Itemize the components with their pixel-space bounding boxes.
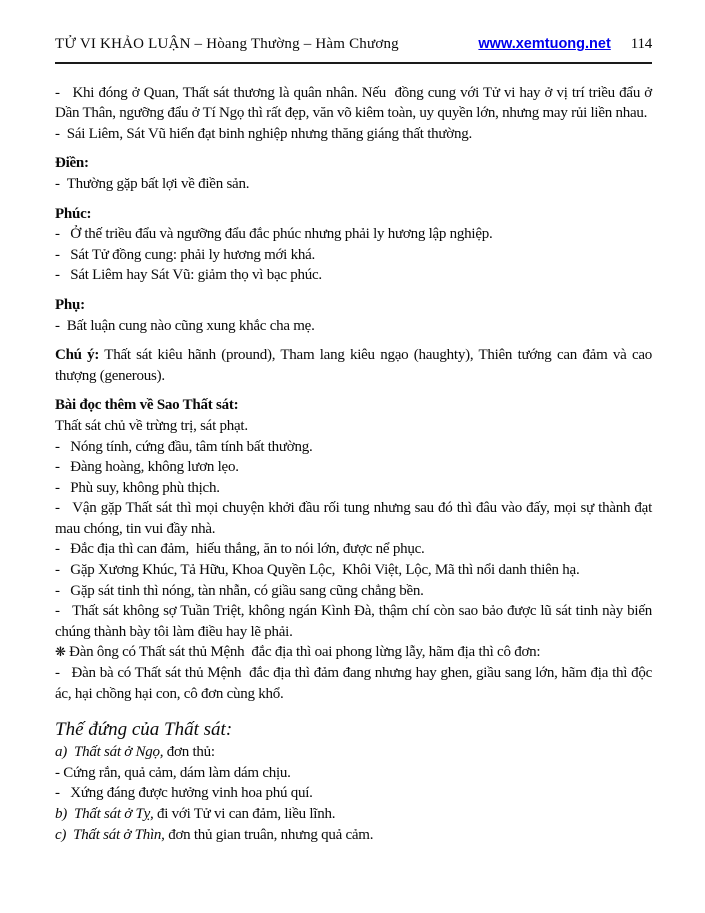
lettered-item: b) Thất sát ở Tỵ, đi với Tử vi can đảm, liều lĩnh. [55,806,336,822]
lettered-lead: c) Thất sát ở Thìn, [55,826,165,843]
bullet-line: - Nóng tính, cứng đầu, tâm tính bất thường. [55,438,313,455]
bullet-line: - Xứng đáng được hưởng vinh hoa phú quí. [55,785,313,802]
page-number: 114 [630,36,652,52]
lettered-lead: a) Thất sát ở Ngọ, [55,744,164,761]
bullet-line: - Đắc địa thì can đảm, hiếu thắng, ăn to nói lớn, được nể phục. [55,541,425,558]
lettered-lead: b) Thất sát ở Tỵ, [55,806,154,822]
bullet-line: - Khi đóng ở Quan, Thất sát thương là quân nhân. Nếu đồng cung với Tử vi hay ở vị trí triều đẩu ở Dần Thân, ngưỡng đẩu ở Tí Ngọ thì rất đẹp, văn võ kiêm toàn, uy quyền lớn, nhưng may rủi liền nhau. [55,84,652,122]
section-heading: Điền: [55,155,89,172]
lettered-item: a) Thất sát ở Ngọ, đơn thủ: [55,744,215,761]
paragraph: Thất sát chủ về trừng trị, sát phạt. [55,417,248,434]
document-title: TỬ VI KHẢO LUẬN – Hòang Thường – Hàm Chương [55,36,399,52]
bullet-line: - Sát Liêm hay Sát Vũ: giảm thọ vì bạc phúc. [55,267,322,284]
bullet-line: - Đàn bà có Thất sát thủ Mệnh đắc địa thì đảm đang nhưng hay ghen, giầu sang lớn, hãm địa thì độc ác, hại chồng hại con, cô đơn cùng khổ. [55,665,652,702]
bullet-line: - Gặp sát tinh thì nóng, tàn nhẫn, có giầu sang cũng chẳng bền. [55,582,424,599]
bullet-line: - Sái Liêm, Sát Vũ hiển đạt binh nghiệp nhưng thăng giáng thất thường. [55,125,472,142]
document-body [55,83,652,846]
bullet-line: - Vận gặp Thất sát thì mọi chuyện khởi đầu rối tung nhưng sau đó thì đâu vào đấy, mọi sự thành đạt mau chóng, tin vui đầy nhà. [55,500,652,537]
page-header [55,34,652,55]
sub-title: Thế đứng của Thất sát: [55,719,233,741]
section-heading: Phụ: [55,296,85,313]
bullet-line: - Ở thế triều đẩu và ngưỡng đẩu đắc phúc nhưng phải ly hương lập nghiệp. [55,226,493,243]
note-label: Chú ý: [55,347,100,364]
section-heading: Bài đọc thêm về Sao Thất sát: [55,397,239,414]
lettered-item: c) Thất sát ở Thìn, đơn thủ gian truân, nhưng quả cảm. [55,826,374,843]
note-paragraph: Chú ý: Thất sát kiêu hãnh (pround), Tham lang kiêu ngạo (haughty), Thiên tướng can đảm và cao thượng (generous). [55,347,653,384]
website-link[interactable]: www.xemtuong.net [478,36,611,52]
bullet-line: - Thất sát không sợ Tuần Triệt, không ngán Kình Đà, thậm chí còn sao bảo được lũ sát tinh này biến chúng thành bày tôi làm điều hay lẽ phải. [55,603,652,640]
bullet-line: - Đàng hoàng, không lươn lẹo. [55,459,239,476]
bullet-line: - Cứng rắn, quả cảm, dám làm dám chịu. [55,764,291,781]
asterisk-icon: ❋ [55,644,66,660]
header-right [478,34,652,55]
bullet-line: - Phù suy, không phù thịch. [55,479,220,496]
header-divider [55,62,652,64]
bullet-line: - Sát Tử đồng cung: phải ly hương mới khá. [55,246,315,263]
star-note: ❋ Đàn ông có Thất sát thủ Mệnh đắc địa thì oai phong lừng lẫy, hãm địa thì cô đơn: [55,644,541,661]
bullet-line: - Thường gặp bất lợi về điền sản. [55,175,250,192]
bullet-line: - Bất luận cung nào cũng xung khắc cha mẹ. [55,317,315,334]
section-heading: Phúc: [55,205,92,222]
bullet-line: - Gặp Xương Khúc, Tả Hữu, Khoa Quyền Lộc, Khôi Việt, Lộc, Mã thì nổi danh thiên hạ. [55,562,580,579]
